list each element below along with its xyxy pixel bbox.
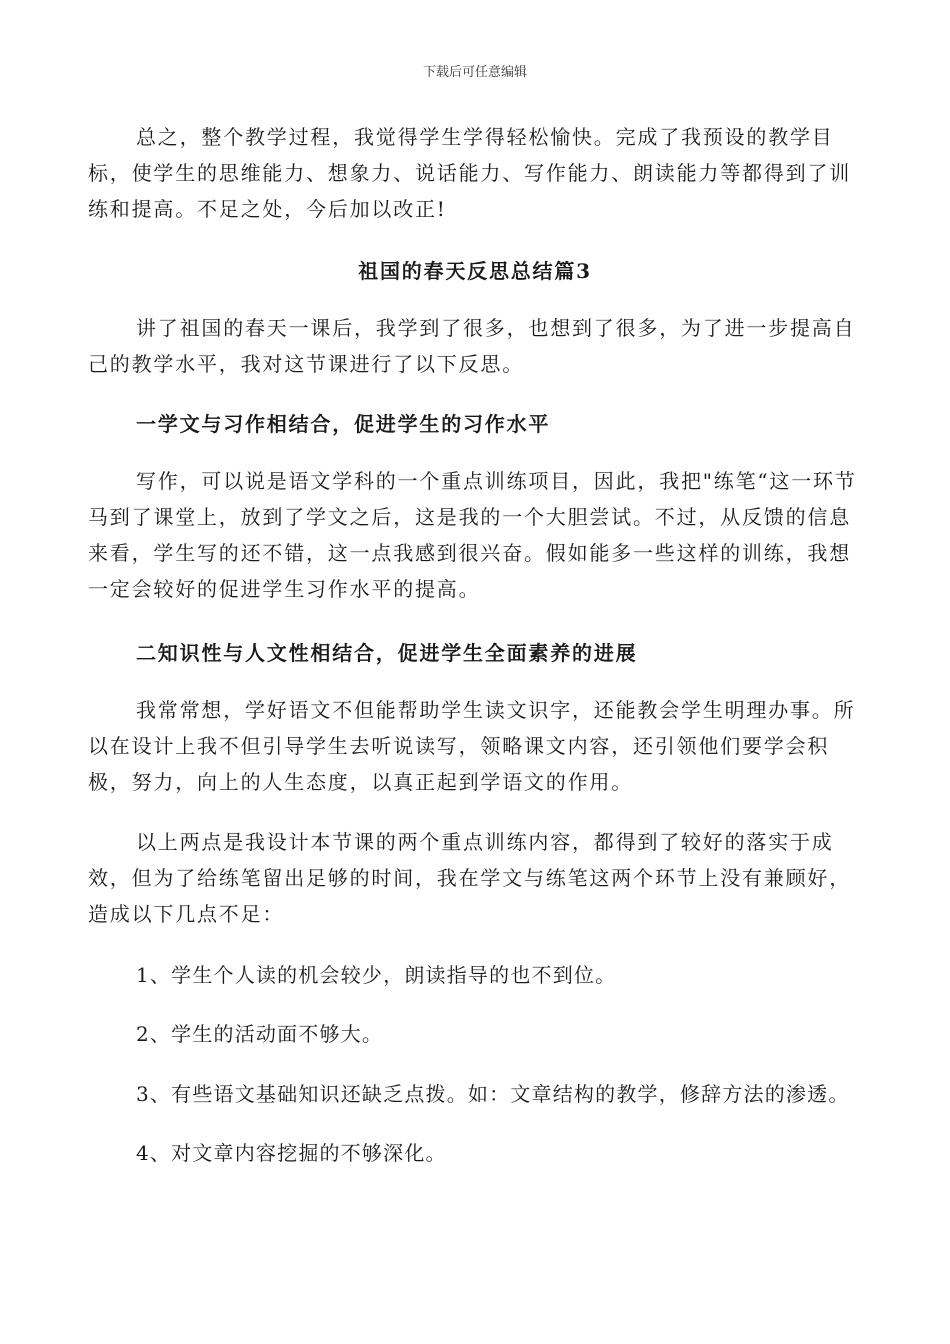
- paragraph-intro: 讲了祖国的春天一课后，我学到了很多，也想到了很多，为了进一步提高自己的教学水平，我对这节课进行了以下反思。: [88, 316, 856, 376]
- paragraph-shortcomings: 以上两点是我设计本节课的两个重点训练内容，都得到了较好的落实于成效，但为了给练笔留出足够的时间，我在学文与练笔这两个环节上没有兼顾好，造成以下几点不足：: [88, 830, 851, 926]
- paragraph-summary: 总之，整个教学过程，我觉得学生学得轻松愉快。完成了我预设的教学目标，使学生的思维能力、想象力、说话能力、写作能力、朗读能力等都得到了训练和提高。不足之处，今后加以改正!: [88, 125, 851, 221]
- page-header-note: 下载后可任意编辑: [422, 65, 527, 80]
- subheading-humanities: 二知识性与人文性相结合，促进学生全面素养的进展: [136, 641, 638, 665]
- list-item: 4、对文章内容挖掘的不够深化。: [136, 1141, 447, 1165]
- list-item: 2、学生的活动面不够大。: [136, 1022, 384, 1046]
- paragraph-writing: 写作，可以说是语文学科的一个重点训练项目，因此，我把"练笔“这一环节马到了课堂上，放到了学文之后，这是我的一个大胆尝试。不过，从反馈的信息来看，学生写的还不错，这一点我感到很兴奋。假如能多一些这样的训练，我想一定会较好的促进学生习作水平的提高。: [88, 469, 857, 601]
- section-title: 祖国的春天反思总结篇3: [358, 259, 592, 283]
- subheading-writing: 一学文与习作相结合，促进学生的习作水平: [136, 412, 551, 436]
- paragraph-humanities: 我常常想，学好语文不但能帮助学生读文识字，还能教会学生明理办事。所以在设计上我不但引导学生去听说读写，领略课文内容，还引领他们要学会积极，努力，向上的人生态度，以真正起到学语文的作用。: [88, 698, 856, 794]
- list-item: 3、有些语文基础知识还缺乏点拨。如：文章结构的教学，修辞方法的渗透。: [136, 1082, 850, 1106]
- list-item: 1、学生个人读的机会较少，朗读指导的也不到位。: [136, 963, 617, 987]
